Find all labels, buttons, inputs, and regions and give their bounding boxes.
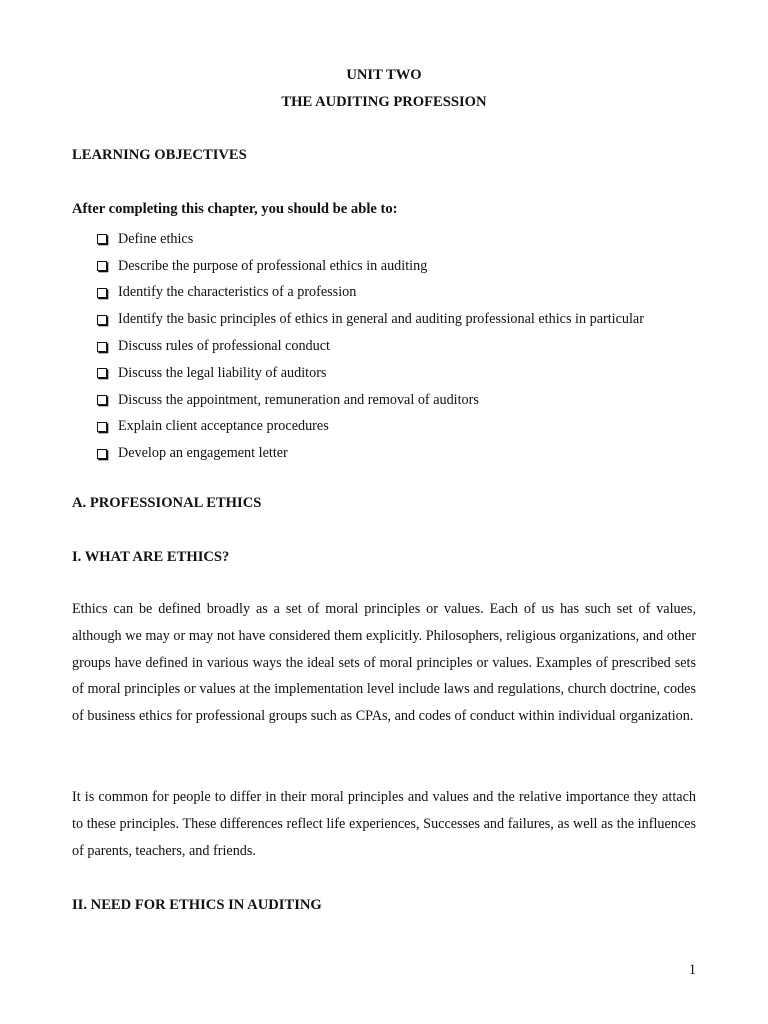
checkbox-bullet-icon xyxy=(97,449,107,459)
objectives-list xyxy=(96,226,644,467)
objective-text: Describe the purpose of professional ethics in auditing xyxy=(118,257,428,274)
objective-text: Explain client acceptance procedures xyxy=(118,418,329,435)
list-item xyxy=(96,226,644,253)
objective-text: Identify the basic principles of ethics in general and auditing professional ethics in particular xyxy=(118,311,644,328)
list-item xyxy=(96,333,644,360)
learning-objectives-heading: LEARNING OBJECTIVES xyxy=(72,147,247,163)
objective-text: Define ethics xyxy=(118,230,194,247)
section-ii-heading: II. NEED FOR ETHICS IN AUDITING xyxy=(72,897,322,913)
objectives-intro: After completing this chapter, you should be able to: xyxy=(72,201,398,217)
unit-subtitle: THE AUDITING PROFESSION xyxy=(281,94,487,110)
section-i-heading: I. WHAT ARE ETHICS? xyxy=(72,549,230,565)
section-a-heading: A. PROFESSIONAL ETHICS xyxy=(72,495,262,511)
objective-text: Discuss the legal liability of auditors xyxy=(118,364,327,381)
objective-text: Identify the characteristics of a profession xyxy=(118,284,357,301)
objective-text: Discuss rules of professional conduct xyxy=(118,338,330,355)
paragraph-moral-differences: It is common for people to differ in their moral principles and values and the relative importance they attach to these principles. These differences reflect life experiences, Successes and failures, as well as the influences of parents, teachers, and friends. xyxy=(72,789,696,859)
list-item xyxy=(96,253,644,280)
list-item xyxy=(96,414,644,441)
page-number: 1 xyxy=(688,962,696,978)
checkbox-bullet-icon xyxy=(97,395,107,405)
checkbox-bullet-icon xyxy=(97,261,107,271)
objective-text: Discuss the appointment, remuneration and removal of auditors xyxy=(118,391,479,408)
objective-text: Develop an engagement letter xyxy=(118,445,288,462)
checkbox-bullet-icon xyxy=(97,315,107,325)
paragraph-ethics-definition: Ethics can be defined broadly as a set of moral principles or values. Each of us has such set of values, although we may or may not have considered them explicitly. Philosophers, religious organizations, and other groups have defined in various ways the ideal sets of moral principles or values. Examples of prescribed sets of moral principles or values at the implementation level include laws and regulations, church doctrine, codes of business ethics for professional groups such as CPAs, and codes of conduct within individual organization. xyxy=(72,601,696,725)
unit-title: UNIT TWO xyxy=(346,67,422,83)
checkbox-bullet-icon xyxy=(97,288,107,298)
list-item xyxy=(96,360,644,387)
checkbox-bullet-icon xyxy=(97,234,107,244)
list-item xyxy=(96,280,644,307)
list-item xyxy=(96,306,644,333)
checkbox-bullet-icon xyxy=(97,368,107,378)
checkbox-bullet-icon xyxy=(97,422,107,432)
list-item xyxy=(96,387,644,414)
checkbox-bullet-icon xyxy=(97,342,107,352)
list-item xyxy=(96,440,644,467)
